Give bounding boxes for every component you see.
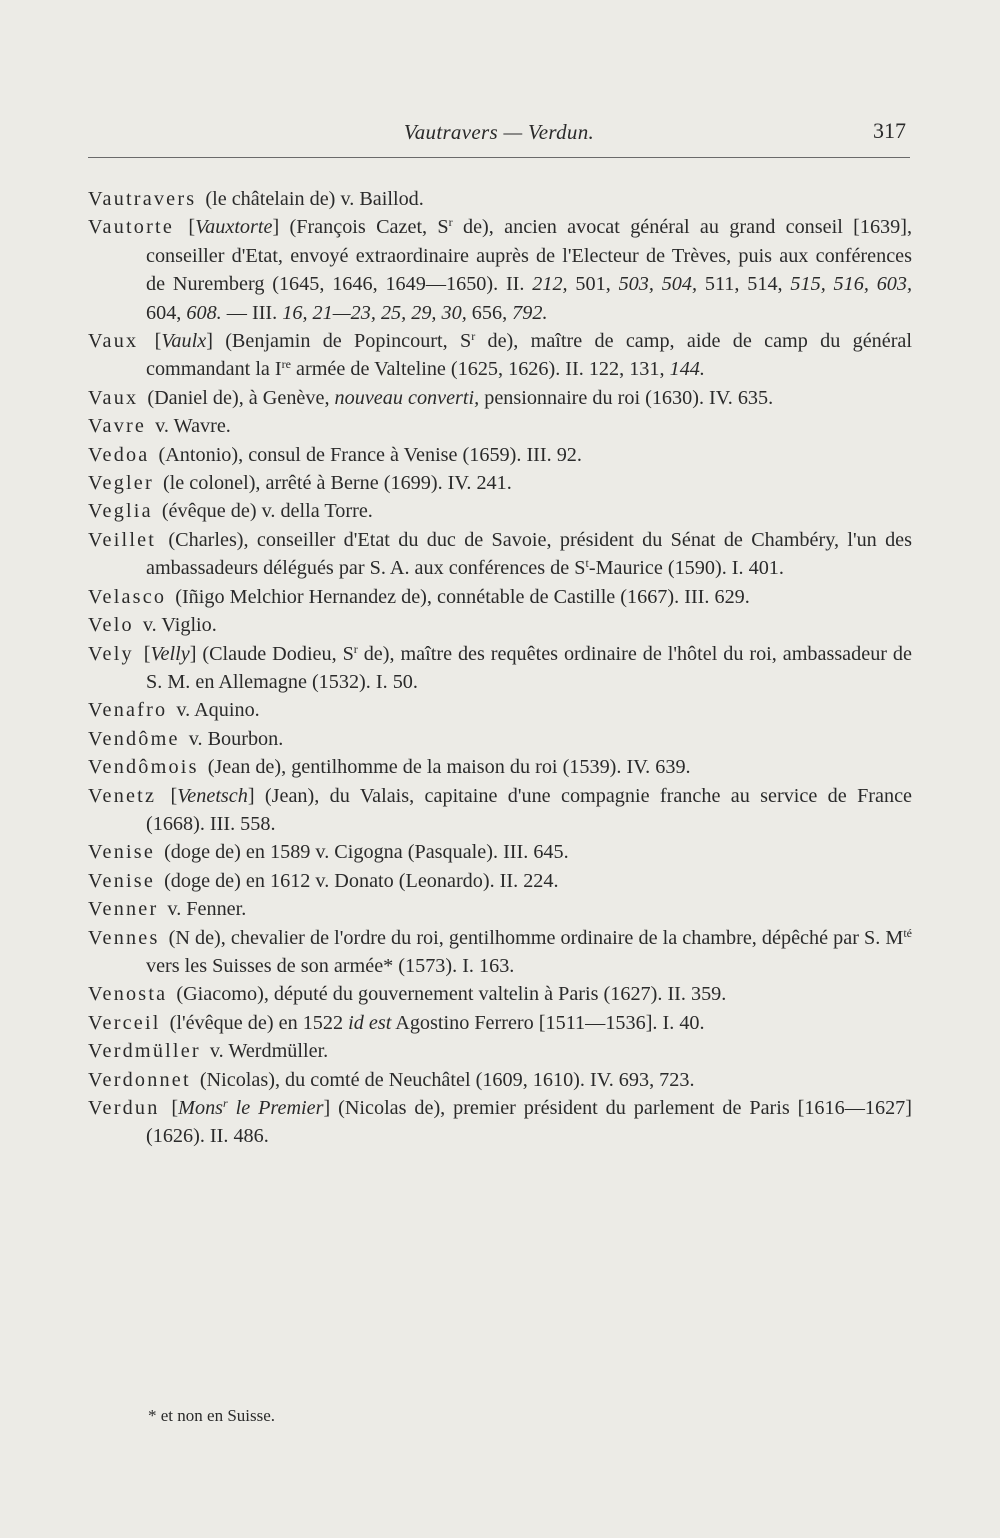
entry-text: de), maître de camp, aide de camp du général commandant la I bbox=[146, 330, 913, 381]
entry-text: v. Wavre. bbox=[155, 415, 231, 438]
entry-ref-italic: 515, 516, 603, bbox=[790, 273, 913, 296]
entry-text: [ bbox=[170, 784, 178, 807]
entry-text: (Daniel de), à Genève, bbox=[147, 386, 335, 409]
entry-text: -Maurice (1590). I. 401. bbox=[588, 557, 784, 580]
entry-superscript: té bbox=[903, 925, 912, 940]
entry-variant-italic: Mons bbox=[178, 1097, 224, 1119]
entry-text: (doge de) en 1589 v. Cigogna (Pasquale). III. 645. bbox=[164, 841, 569, 864]
entry-headword: Vaux bbox=[88, 330, 139, 353]
index-entry bbox=[88, 1094, 912, 1151]
entry-text: [ bbox=[171, 1097, 179, 1119]
entry-headword: Venner bbox=[88, 898, 159, 921]
entry-superscript: t bbox=[585, 556, 589, 571]
entry-text: de), ancien avocat général au grand conseil [1639], conseiller d'Etat, envoyé extraordinaire auprès de l'Electeur de Trèves, puis aux conférences de Nuremberg (1645, 1646, 1649—1650). II. bbox=[146, 216, 913, 296]
entry-text: [ bbox=[143, 642, 151, 665]
entry-text: 501, bbox=[567, 273, 619, 296]
index-entry bbox=[88, 1066, 912, 1094]
entry-text: (Charles), conseiller d'Etat du duc de Savoie, président du Sénat de Chambéry, l'un des ambassadeurs délégués par S. A. aux conférences de S bbox=[146, 528, 912, 580]
entry-text: 511, 514, bbox=[697, 273, 791, 296]
entry-text: (N de), chevalier de l'ordre du roi, gentilhomme ordinaire de la chambre, dépêché par S. M bbox=[168, 926, 904, 949]
entry-headword: Vegler bbox=[88, 472, 154, 495]
entry-headword: Vendôme bbox=[88, 727, 180, 750]
entry-text: (l'évêque de) en 1522 bbox=[169, 1011, 349, 1034]
entry-text: (Jean de), gentilhomme de la maison du roi (1539). IV. 639. bbox=[207, 756, 691, 779]
entry-italic: id est bbox=[348, 1011, 392, 1034]
index-entries bbox=[88, 185, 912, 1151]
index-entry bbox=[88, 441, 912, 469]
entry-headword: Vaux bbox=[88, 386, 139, 409]
entry-italic: nouveau converti, bbox=[334, 386, 480, 409]
entry-text: — III. bbox=[221, 301, 283, 324]
entry-ref-italic: 608. bbox=[186, 301, 222, 324]
entry-superscript: r bbox=[448, 215, 453, 230]
entry-headword: Verdmüller bbox=[88, 1040, 201, 1063]
entry-ref-italic: 144. bbox=[669, 358, 705, 381]
entry-text: v. Fenner. bbox=[167, 898, 247, 921]
entry-headword: Vavre bbox=[88, 415, 147, 438]
entry-text: armée de Valteline (1625, 1626). II. 122, 131, bbox=[290, 358, 670, 381]
index-entry bbox=[88, 412, 912, 440]
entry-superscript: r bbox=[223, 1096, 228, 1110]
entry-superscript: r bbox=[353, 641, 358, 656]
entry-text: v. Aquino. bbox=[176, 699, 260, 722]
index-entry bbox=[88, 838, 912, 866]
entry-text: [ bbox=[188, 216, 196, 239]
entry-headword: Venetz bbox=[88, 784, 157, 807]
index-entry bbox=[88, 526, 912, 583]
header-rule bbox=[88, 157, 910, 158]
entry-text: ] (Nicolas de), premier président du parlement de Paris [1616—1627] (1626). II. 486. bbox=[146, 1097, 912, 1148]
index-entry bbox=[88, 469, 912, 497]
entry-text: ] (Claude Dodieu, S bbox=[189, 642, 354, 665]
entry-variant-italic: Vaulx bbox=[161, 330, 207, 353]
entry-superscript: re bbox=[281, 357, 291, 372]
entry-text: (doge de) en 1612 v. Donato (Leonardo). II. 224. bbox=[164, 869, 559, 892]
index-entry bbox=[88, 725, 912, 753]
entry-text: Agostino Ferrero [1511—1536]. I. 40. bbox=[391, 1011, 705, 1034]
entry-headword: Verceil bbox=[88, 1011, 161, 1034]
entry-headword: Verdun bbox=[88, 1097, 160, 1119]
entry-headword: Vautravers bbox=[88, 188, 197, 210]
index-entry bbox=[88, 782, 912, 839]
index-entry bbox=[88, 384, 912, 412]
entry-headword: Venafro bbox=[88, 699, 168, 722]
entry-text: pensionnaire du roi (1630). IV. 635. bbox=[479, 386, 774, 409]
entry-text: (Iñigo Melchior Hernandez de), connétable de Castille (1667). III. 629. bbox=[175, 585, 750, 608]
footnote: * et non en Suisse. bbox=[148, 1406, 276, 1425]
entry-ref-italic: 16, 21—23, 25, 29, 30, bbox=[282, 301, 467, 324]
entry-text: 656, bbox=[466, 301, 513, 324]
entry-variant-italic: Velly bbox=[150, 642, 190, 665]
index-entry bbox=[88, 753, 912, 781]
index-entry bbox=[88, 924, 912, 981]
entry-text: de), maître des requêtes ordinaire de l'hôtel du roi, ambassadeur de S. M. en Allemagne (1532). I. 50. bbox=[146, 642, 912, 693]
entry-variant-italic: Vauxtorte bbox=[195, 216, 273, 239]
index-entry bbox=[88, 327, 912, 384]
entry-headword: Vedoa bbox=[88, 443, 150, 466]
entry-headword: Vautorte bbox=[88, 216, 174, 239]
entry-text: (le colonel), arrêté à Berne (1699). IV. 241. bbox=[162, 472, 512, 495]
entry-text: (Nicolas), du comté de Neuchâtel (1609, 1610). IV. 693, 723. bbox=[199, 1068, 695, 1091]
index-entry bbox=[88, 185, 912, 213]
index-entry bbox=[88, 640, 912, 697]
running-title: Vautravers — Verdun. bbox=[403, 120, 595, 144]
entry-headword: Venosta bbox=[88, 983, 168, 1006]
index-entry bbox=[88, 980, 912, 1008]
entry-ref-italic: 503, 504, bbox=[618, 273, 698, 296]
entry-ref-italic: 212, bbox=[532, 273, 568, 296]
index-entry bbox=[88, 867, 912, 895]
entry-headword: Verdonnet bbox=[88, 1068, 191, 1091]
entry-text: [ bbox=[154, 330, 162, 353]
entry-text: v. Viglio. bbox=[142, 614, 217, 637]
entry-variant-italic: Venetsch bbox=[177, 784, 248, 807]
entry-headword: Velasco bbox=[88, 585, 167, 608]
index-entry bbox=[88, 583, 912, 611]
index-entry bbox=[88, 611, 912, 639]
entry-headword: Veillet bbox=[88, 528, 157, 551]
index-entry bbox=[88, 895, 912, 923]
entry-headword: Veglia bbox=[88, 500, 153, 523]
entry-headword: Vely bbox=[88, 642, 134, 665]
index-entry bbox=[88, 1037, 912, 1065]
entry-text: (Antonio), consul de France à Venise (1659). III. 92. bbox=[158, 443, 582, 466]
entry-text: v. Bourbon. bbox=[188, 727, 284, 750]
entry-headword: Venise bbox=[88, 869, 156, 892]
index-entry bbox=[88, 1009, 912, 1037]
entry-text: (évêque de) v. della Torre. bbox=[161, 500, 373, 523]
entry-superscript: r bbox=[471, 329, 476, 344]
entry-text: 604, bbox=[146, 301, 187, 324]
entry-text: ] (Benjamin de Popincourt, S bbox=[206, 330, 472, 353]
entry-variant-italic: le Premier bbox=[227, 1097, 324, 1119]
entry-ref-italic: 792. bbox=[512, 301, 548, 324]
entry-text: vers les Suisses de son armée* (1573). I. 163. bbox=[146, 954, 515, 977]
entry-text: ] (François Cazet, S bbox=[272, 216, 449, 239]
page-number: 317 bbox=[873, 118, 906, 143]
entry-headword: Velo bbox=[88, 614, 134, 637]
running-header bbox=[88, 118, 910, 158]
index-entry bbox=[88, 497, 912, 525]
index-entry bbox=[88, 696, 912, 724]
entry-text: v. Werdmüller. bbox=[209, 1040, 329, 1063]
entry-headword: Venise bbox=[88, 841, 156, 864]
entry-text: ] (Jean), du Valais, capitaine d'une compagnie franche au service de France (1668). III. 558. bbox=[146, 784, 913, 835]
entry-headword: Vennes bbox=[88, 926, 160, 949]
entry-text: (Giacomo), député du gouvernement valtelin à Paris (1627). II. 359. bbox=[176, 983, 727, 1006]
index-entry bbox=[88, 213, 912, 327]
entry-headword: Vendômois bbox=[88, 756, 199, 779]
entry-text: (le châtelain de) v. Baillod. bbox=[205, 188, 424, 210]
